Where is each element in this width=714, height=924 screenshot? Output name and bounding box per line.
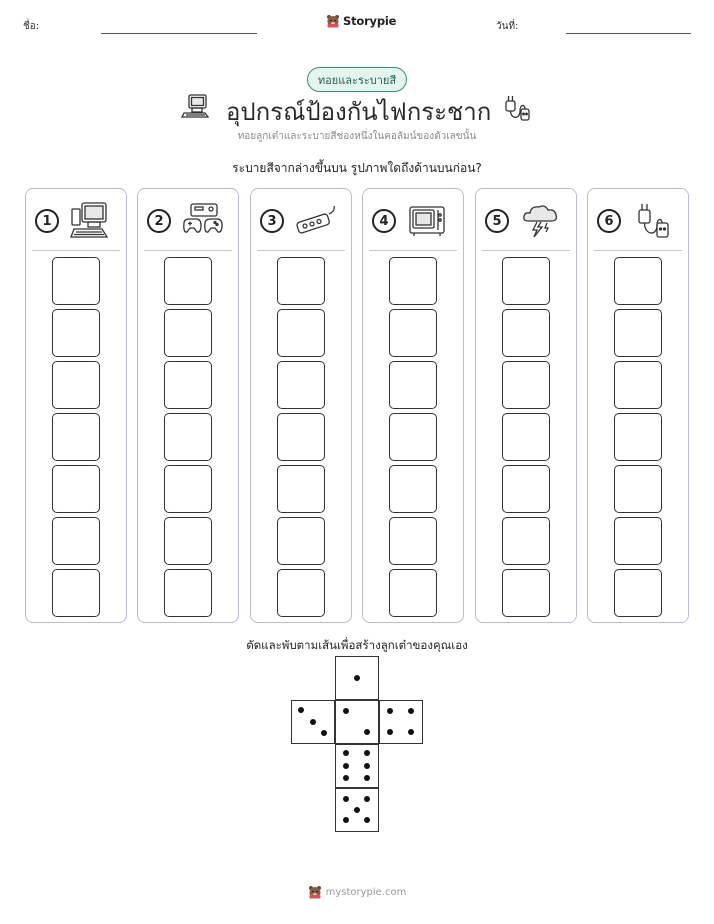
brand-name: Storypie xyxy=(343,14,397,28)
color-cell[interactable] xyxy=(164,517,212,565)
color-cell[interactable] xyxy=(164,257,212,305)
column-number: 2 xyxy=(147,209,171,233)
color-cell[interactable] xyxy=(502,361,550,409)
column-divider xyxy=(257,250,345,251)
column-divider xyxy=(482,250,570,251)
color-cell[interactable] xyxy=(614,257,662,305)
color-cell[interactable] xyxy=(389,309,437,357)
color-cell[interactable] xyxy=(277,569,325,617)
column-5 xyxy=(475,188,577,623)
column-number: 6 xyxy=(597,209,621,233)
color-cell[interactable] xyxy=(389,257,437,305)
color-cell[interactable] xyxy=(52,413,100,461)
name-label: ชื่อ: xyxy=(23,21,40,32)
color-cell[interactable] xyxy=(52,465,100,513)
color-cell[interactable] xyxy=(277,361,325,409)
game-question: ระบายสีจากล่างขึ้นบน รูปภาพใดถึงด้านบนก่อน? xyxy=(232,161,482,175)
cut-instruction: ตัดและพับตามเส้นเพื่อสร้างลูกเต๋าของคุณเอง xyxy=(246,638,468,652)
color-cell[interactable] xyxy=(277,413,325,461)
page-title: อุปกรณ์ป้องกันไฟกระชาก xyxy=(226,98,492,126)
color-cell[interactable] xyxy=(52,517,100,565)
plug-icon xyxy=(632,201,674,241)
instructions-subtitle: ทอยลูกเต๋าและระบายสีช่องหนึ่งในคอลัมน์ของตัวเลขนั้น xyxy=(237,131,477,142)
dice-face-6 xyxy=(335,744,379,788)
column-number: 5 xyxy=(485,209,509,233)
date-line xyxy=(566,33,691,34)
color-cell[interactable] xyxy=(389,569,437,617)
color-cell[interactable] xyxy=(277,465,325,513)
color-cell[interactable] xyxy=(389,517,437,565)
dice-face-2 xyxy=(335,700,379,744)
dice-pip xyxy=(354,675,360,681)
dice-pip xyxy=(310,719,316,725)
color-cell[interactable] xyxy=(502,413,550,461)
column-1 xyxy=(25,188,127,623)
column-number: 1 xyxy=(35,209,59,233)
color-cell[interactable] xyxy=(277,257,325,305)
color-cell[interactable] xyxy=(614,309,662,357)
color-cell[interactable] xyxy=(164,361,212,409)
color-cell[interactable] xyxy=(502,517,550,565)
dice-pip xyxy=(364,775,370,781)
storypie-logo xyxy=(326,14,396,28)
column-number: 4 xyxy=(372,209,396,233)
color-cell[interactable] xyxy=(502,309,550,357)
column-6 xyxy=(587,188,689,623)
color-cell[interactable] xyxy=(614,413,662,461)
color-cell[interactable] xyxy=(614,569,662,617)
dice-pip xyxy=(343,796,349,802)
computer-icon xyxy=(70,201,112,241)
dice-pip xyxy=(343,750,349,756)
column-divider xyxy=(144,250,232,251)
bear-icon xyxy=(326,14,340,28)
color-cell[interactable] xyxy=(502,465,550,513)
dice-face-1 xyxy=(335,656,379,700)
color-cell[interactable] xyxy=(614,517,662,565)
dice-pip xyxy=(364,729,370,735)
date-label: วันที่: xyxy=(496,21,519,32)
color-cell[interactable] xyxy=(164,413,212,461)
color-cell[interactable] xyxy=(52,569,100,617)
dice-pip xyxy=(387,708,393,714)
color-cell[interactable] xyxy=(502,569,550,617)
color-cell[interactable] xyxy=(52,361,100,409)
activity-badge: ทอยและระบายสี xyxy=(307,67,407,92)
color-cell[interactable] xyxy=(277,517,325,565)
footer xyxy=(0,885,714,899)
dice-pip xyxy=(354,807,360,813)
game-console-icon xyxy=(182,201,224,241)
color-cell[interactable] xyxy=(389,465,437,513)
column-divider xyxy=(369,250,457,251)
footer-url: mystorypie.com xyxy=(325,886,407,898)
color-cell[interactable] xyxy=(164,309,212,357)
column-2 xyxy=(137,188,239,623)
dice-pip xyxy=(408,708,414,714)
column-divider xyxy=(594,250,682,251)
dice-pip xyxy=(364,763,370,769)
dice-pip xyxy=(343,775,349,781)
microwave-icon xyxy=(407,201,449,241)
color-cell[interactable] xyxy=(614,465,662,513)
bear-icon xyxy=(308,885,322,899)
column-divider xyxy=(32,250,120,251)
dice-face-4 xyxy=(379,700,423,744)
color-cell[interactable] xyxy=(52,257,100,305)
lightning-cloud-icon xyxy=(520,201,562,241)
dice-pip xyxy=(343,763,349,769)
dice-pip xyxy=(387,729,393,735)
dice-pip xyxy=(364,796,370,802)
dice-pip xyxy=(343,708,349,714)
plug-icon xyxy=(503,93,533,123)
color-cell[interactable] xyxy=(389,413,437,461)
color-cell[interactable] xyxy=(502,257,550,305)
color-cell[interactable] xyxy=(277,309,325,357)
dice-pip xyxy=(321,730,327,736)
color-cell[interactable] xyxy=(614,361,662,409)
dice-pip xyxy=(364,817,370,823)
column-4 xyxy=(362,188,464,623)
name-line xyxy=(101,33,257,34)
power-strip-icon xyxy=(295,201,337,241)
color-cell[interactable] xyxy=(52,309,100,357)
computer-icon xyxy=(181,93,211,121)
color-cell[interactable] xyxy=(164,569,212,617)
color-cell[interactable] xyxy=(164,465,212,513)
dice-pip xyxy=(408,729,414,735)
column-3 xyxy=(250,188,352,623)
dice-pip xyxy=(364,750,370,756)
color-cell[interactable] xyxy=(389,361,437,409)
dice-face-3 xyxy=(291,700,335,744)
dice-pip xyxy=(298,707,304,713)
dice-pip xyxy=(343,817,349,823)
dice-face-5 xyxy=(335,788,379,832)
column-number: 3 xyxy=(260,209,284,233)
